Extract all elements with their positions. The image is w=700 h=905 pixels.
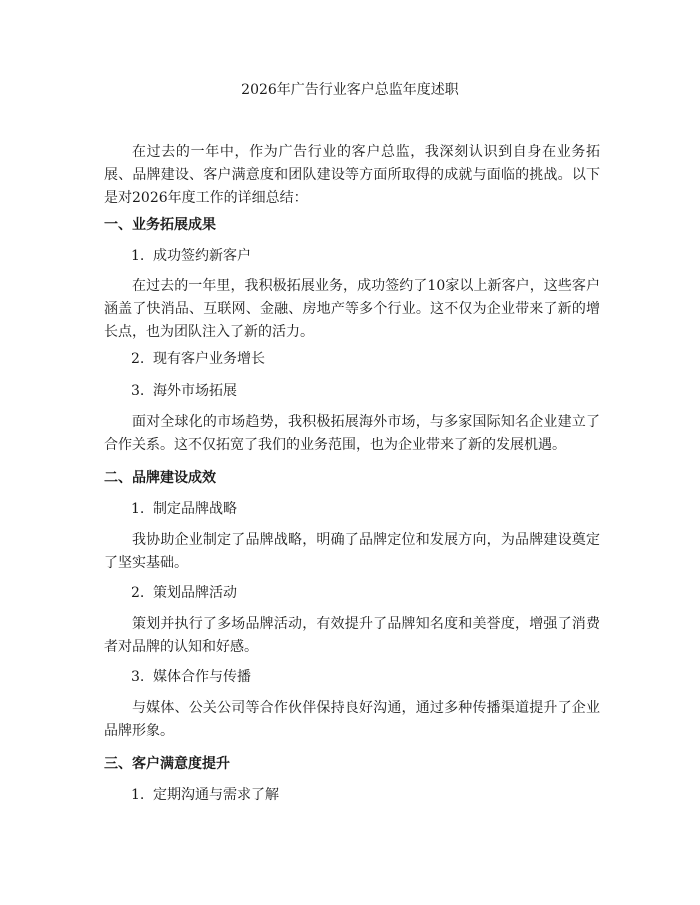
- list-item-title: 现有客户业务增长: [153, 351, 265, 367]
- body-paragraph: 面对全球化的市场趋势，我积极拓展海外市场，与多家国际知名企业建立了合作关系。这不仅拓宽了我们的业务范围，也为企业带来了新的发展机遇。: [104, 414, 600, 453]
- section-heading-satisfaction: 三、客户满意度提升: [104, 756, 230, 772]
- list-item-title: 制定品牌战略: [153, 501, 237, 517]
- body-paragraph: 我协助企业制定了品牌战略，明确了品牌定位和发展方向，为品牌建设奠定了坚实基础。: [104, 532, 600, 571]
- list-item-title: 定期沟通与需求了解: [153, 787, 279, 803]
- list-item-title: 媒体合作与传播: [153, 669, 251, 685]
- body-paragraph: 与媒体、公关公司等合作伙伴保持良好沟通，通过多种传播渠道提升了企业品牌形象。: [104, 700, 600, 739]
- list-item-heading: [131, 582, 600, 605]
- list-item-number: 2.: [131, 351, 145, 367]
- list-item-title: 策划品牌活动: [153, 585, 237, 601]
- list-item-heading: [131, 784, 600, 807]
- intro-paragraph: 在过去的一年中，作为广告行业的客户总监，我深刻认识到自身在业务拓展、品牌建设、客户满意度和团队建设等方面所取得的成就与面临的挑战。以下是对2026年度工作的详细总结：: [104, 144, 600, 206]
- body-paragraph: 在过去的一年里，我积极拓展业务，成功签约了10家以上新客户，这些客户涵盖了快消品、互联网、金融、房地产等多个行业。这不仅为企业带来了新的增长点，也为团队注入了新的活力。: [104, 278, 600, 340]
- list-item-number: 1.: [131, 501, 145, 517]
- list-item-heading: [131, 380, 600, 403]
- list-item-heading: [131, 666, 600, 689]
- list-item-heading: [131, 245, 600, 268]
- list-item-number: 3.: [131, 669, 145, 685]
- body-paragraph: 策划并执行了多场品牌活动，有效提升了品牌知名度和美誉度，增强了消费者对品牌的认知和好感。: [104, 616, 600, 655]
- list-item-title: 海外市场拓展: [153, 383, 237, 399]
- list-item-heading: [131, 348, 600, 371]
- document-title: 2026年广告行业客户总监年度述职: [241, 82, 459, 98]
- list-item-heading: [131, 498, 600, 521]
- list-item-number: 3.: [131, 383, 145, 399]
- list-item-title: 成功签约新客户: [153, 248, 251, 264]
- list-item-number: 2.: [131, 585, 145, 601]
- section-heading-business: 一、业务拓展成果: [104, 217, 216, 233]
- list-item-number: 1.: [131, 248, 145, 264]
- list-item-number: 1.: [131, 787, 145, 803]
- section-heading-brand: 二、品牌建设成效: [104, 470, 216, 486]
